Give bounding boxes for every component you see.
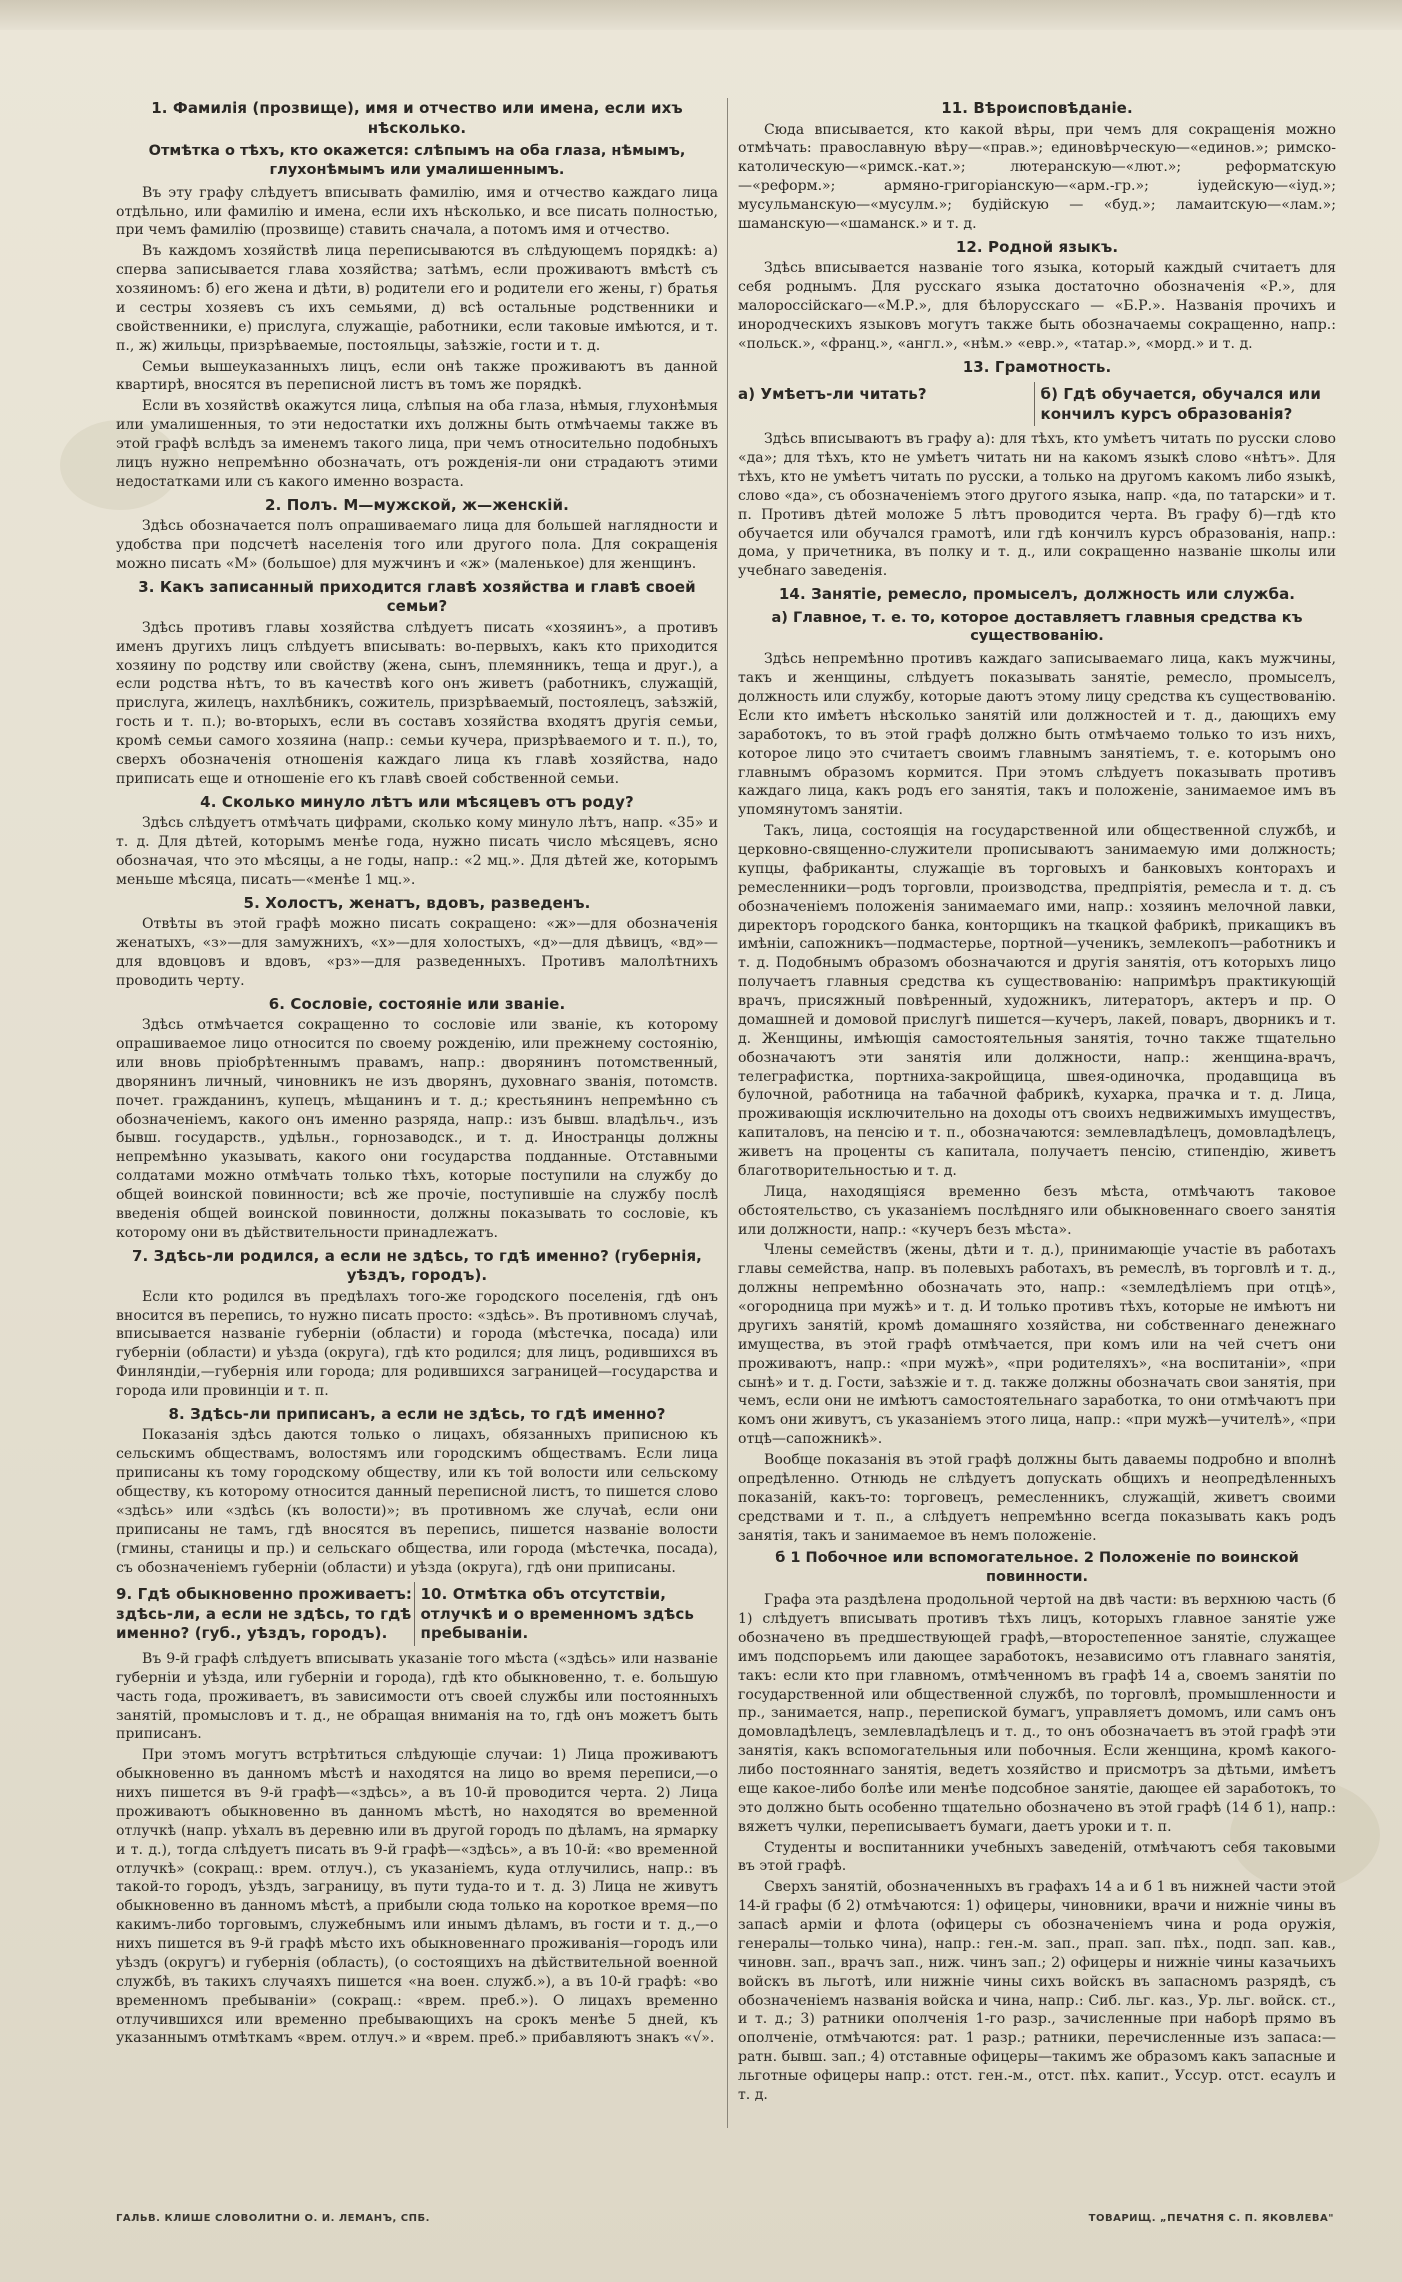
section-heading: 5. Холостъ, женатъ, вдовъ, разведенъ.	[243, 893, 591, 912]
section	[116, 793, 718, 890]
section-heading: 12. Родной языкъ.	[955, 237, 1119, 256]
section-heading: 8. Здѣсь-ли приписанъ, а если не здѣсь, то гдѣ именно?	[168, 1404, 666, 1423]
section-heading: 1. Фамилія (прозвище), имя и отчество или имена, если ихъ нѣсколько.	[151, 99, 683, 137]
section-heading: а) Умѣетъ-ли читать?	[738, 385, 927, 404]
section-heading: б) Гдѣ обучается, обучался или кончилъ курсъ образованія?	[1040, 385, 1321, 423]
paragraph: Члены семействъ (жены, дѣти и т. д.), принимающіе участіе въ работахъ главы семейства, напр. въ полевыхъ работахъ, въ ремеслѣ, въ торговлѣ и т. д., должны непремѣнно обозначать это, напр.: «земледѣліемъ при отцѣ», «огородница при мужѣ» и т. д. И только противъ тѣхъ, которые не имѣютъ ни другихъ занятій, кромѣ домашняго хозяйства, ни собственнаго денежнаго имущества, въ этой графѣ отмѣчается, при комъ или на чей счетъ они проживаютъ, напр.: «при мужѣ», «при родителяхъ», «на воспитаніи», «при сынѣ» и т. д. Гости, заѣзжіе и т. д. также должны обозначать свои занятія, при чемъ, если они не имѣютъ самостоятельнаго заработка, то они отмѣчаютъ при комъ они живутъ, съ указаніемъ этого лица, напр.: «при мужѣ—учителѣ», «при отцѣ—сапожникѣ».	[738, 1242, 1336, 1448]
section-heading: 13. Грамотность.	[962, 357, 1112, 376]
section-heading: 7. Здѣсь-ли родился, а если не здѣсь, то гдѣ именно? (губернія, уѣздъ, городъ).	[132, 1246, 702, 1285]
paragraph: Сверхъ занятій, обозначенныхъ въ графахъ 14 а и б 1 въ нижней части этой 14-й графы (б 2) отмѣчаются: 1) офицеры, чиновники, врачи и нижніе чины въ запасѣ арміи и флота (офицеры съ обозначеніемъ чина и рода оружія, генералы—только чина), напр.: ген.-м. зап., прап. зап. пѣх., подп. зап. кав., чиновн. зап., врачъ зап., ниж. чинъ зап.; 2) офицеры и нижніе чины казачьихъ войскъ въ льготѣ, или нижніе чины сихъ войскъ въ запасномъ разрядѣ, съ обозначеніемъ названія войска и чина, напр.: Сиб. льг. каз., Ур. льг. войск. ст., и т. д.; 3) ратники ополченія 1-го разр., зачисленные при наборѣ прямо въ ополченіе, отмѣчаются: рат. 1 разр.; ратники, перечисленные изъ запаса:—ратн. бывш. зап.; 4) отставные офицеры—такимъ же образомъ какъ запасные и льготные офицеры напр.: отст. ген.-м., отст. пѣх. капит., Уссур. отст. есаулъ и т. д.	[738, 1879, 1336, 2103]
section	[116, 578, 718, 789]
split-cell	[1034, 382, 1337, 426]
section-subheading: Отмѣтка о тѣхъ, кто окажется: слѣпымъ на оба глаза, нѣмымъ, глухонѣмымъ или умалишеннымъ.	[148, 143, 686, 178]
section-subheading: б 1 Побочное или вспомогательное. 2 Положеніе по воинской повинности.	[775, 1550, 1299, 1586]
section-subheading: а) Главное, т. е. то, которое доставляетъ главныя средства къ существованію.	[771, 609, 1303, 645]
split-cell	[738, 382, 1034, 426]
paragraph: Въ 9-й графѣ слѣдуетъ вписывать указаніе того мѣста («здѣсь» или названіе губерніи и уѣзда, или губерніи и города), гдѣ кто обыкновенно, т. е. большую часть года, проживаетъ, въ зависимости отъ своей службы или постоянныхъ занятій, промысловъ и т. д., не обращая вниманія на то, гдѣ онъ можетъ быть приписанъ.	[116, 1650, 718, 1743]
section-heading: 10. Отмѣтка объ отсутствіи, отлучкѣ и о временномъ здѣсь пребываніи.	[420, 1585, 694, 1643]
section-heading: 4. Сколько минуло лѣтъ или мѣсяцевъ отъ роду?	[200, 792, 634, 811]
paragraph: Здѣсь противъ главы хозяйства слѣдуетъ писать «хозяинъ», а противъ именъ другихъ лицъ слѣдуетъ вписывать: во-первыхъ, какъ кто приходится хозяину по родству или свойству (жена, сынъ, племянникъ, теща и друг.), а если родства нѣтъ, то въ качествѣ кого онъ живетъ (работникъ, служащій, прислуга, жилецъ, нахлѣбникъ, сожитель, призрѣваемый, постоялецъ, заѣзжій, гость и т. п.); во-вторыхъ, если въ составъ хозяйства входятъ другія семьи, кромѣ семьи самого хозяина (напр.: семьи кучера, призрѣваемого и т. п.), то, сверхъ обозначенія отношенія каждаго лица къ главѣ хозяйства, надо приписать еще и отношеніе его къ главѣ своей собственной семьи.	[116, 619, 718, 787]
section	[738, 1549, 1336, 2104]
paragraph: Лица, находящіяся временно безъ мѣста, отмѣчаютъ таковое обстоятельство, съ указаніемъ послѣдняго или обыкновеннаго своего занятія или должности, напр.: «кучеръ безъ мѣста».	[738, 1183, 1336, 1238]
section-heading: 2. Полъ. М—мужской, ж—женскій.	[265, 495, 569, 514]
paragraph: Сюда вписывается, кто какой вѣры, при чемъ для сокращенія можно отмѣчать: православную вѣру—«прав.»; единовѣрческую—«единов.»; римско-католическую—«римск.-кат.»; лютеранскую—«лют.»; реформатскую—«реформ.»; армяно-григоріанскую—«арм.-гр.»; іудейскую—«іуд.»; мусульманскую—«мусулм.»; будійскую — «буд.»; ламаитскую—«лам.»; шаманскую—«шаманск.» и т. д.	[738, 121, 1336, 232]
section-heading: 9. Гдѣ обыкновенно проживаетъ: здѣсь-ли, а если не здѣсь, то гдѣ именно? (губ., уѣздъ, городъ).	[116, 1585, 412, 1643]
split-cell	[414, 1582, 719, 1646]
paragraph: Графа эта раздѣлена продольной чертой на двѣ части: въ верхнюю часть (б 1) слѣдуетъ вписывать противъ тѣхъ лицъ, которыхъ главное занятіе уже обозначено въ предшествующей графѣ,—второстепенное занятіе, служащее имъ подспорьемъ или дающее заработокъ, независимо отъ главнаго занятія, такъ: если кто при главномъ, отмѣченномъ въ графѣ 14 а, своемъ занятіи по государственной или общественной службѣ, по торговлѣ, промышленности и пр., занимается, напр., перепиской бумагъ, управляетъ домомъ, или самъ онъ домовладѣлецъ, землевладѣлецъ и т. д., то онъ обозначаетъ въ этой графѣ эти занятія, какъ вспомогательныя или побочныя. Если женщина, кромѣ какого-либо постояннаго занятія, ведетъ хозяйство и присмотръ за дѣтьми, имѣетъ еще какое-либо болѣе или менѣе подсобное занятіе, дающее ей заработокъ, то это должно быть особенно тщательно обозначено въ этой графѣ (14 б 1), напр.: вяжетъ чулки, переписываетъ бумаги, даетъ уроки и т. п.	[738, 1592, 1336, 1835]
paragraph: Такъ, лица, состоящія на государственной или общественной службѣ, и церковно-священно-служители прописываютъ занимаемую ими должность; купцы, фабриканты, служащіе въ торговыхъ и банковыхъ конторахъ и ремесленники—родъ торговли, производства, предпріятія, ремесла и т. д. съ обозначеніемъ положенія занимаемаго ими, напр.: хозяинъ мелочной лавки, директоръ городского банка, конторщикъ на ткацкой фабрикѣ, прикащикъ въ имѣніи, сапожникъ—подмастерье, портной—ученикъ, землекопъ—работникъ и т. д. Подобнымъ образомъ обозначаются и другія занятія, отъ которыхъ лицо получаетъ главныя средства къ существованію: напримѣръ практикующій врачъ, присяжный повѣренный, художникъ, литераторъ, актеръ и пр. О домашней и домовой прислугѣ пишется—кучеръ, лакей, поваръ, дворникъ и т. д. Женщины, имѣющія самостоятельныя занятія, точно также тщательно обозначаютъ эти занятія или должности, напр.: женщина-врачъ, телеграфистка, портниха-закройщица, швея-одиночка, продавщица въ булочной, работница на табачной фабрикѣ, кухарка, прачка и т. д. Лица, проживающія исключительно на доходы отъ своихъ недвижимыхъ имуществъ, капиталовъ, на пенсію и т. п., обозначаются: землевладѣлецъ, домовладѣлецъ, живетъ на проценты съ капитала, получаетъ пенсію, стипендію, живетъ благотворительностью и т. д.	[738, 823, 1336, 1179]
section-heading: 3. Какъ записанный приходится главѣ хозяйства и главѣ своей семьи?	[138, 577, 696, 616]
split-heading	[116, 1581, 718, 1646]
paragraph: Студенты и воспитанники учебныхъ заведеній, отмѣчаютъ себя таковыми въ этой графѣ.	[738, 1839, 1336, 1875]
paragraph: Показанія здѣсь даются только о лицахъ, обязанныхъ приписною къ сельскимъ обществамъ, волостямъ или городскимъ обществамъ. Если лица приписаны къ тому городскому обществу, или къ той волости или сельскому обществу, къ которому относится данный переписной листъ, то пишется слово «здѣсь» или «здѣсь (къ волости)»; въ противномъ же случаѣ, если они приписаны не тамъ, гдѣ вносятся въ перепись, пишется названіе волости (гмины, станицы и пр.) и сельскаго общества, или города (мѣстечка, посада), съ обозначеніемъ губерніи (области) и уѣзда (округа), гдѣ они приписаны.	[116, 1427, 718, 1576]
paragraph: Здѣсь вписываютъ въ графу а): для тѣхъ, кто умѣетъ читать по русски слово «да»; для тѣхъ, кто не умѣетъ читать ни на какомъ языкѣ слово «нѣтъ». Для тѣхъ, кто не умѣетъ читать по русски, а только на другомъ какомъ либо языкѣ, слово «да», съ обозначеніемъ этого другого языка, напр. «да, по татарски» и т. п. Противъ дѣтей моложе 5 лѣтъ проводится черта. Въ графу б)—гдѣ кто обучается или обучался грамотѣ, или гдѣ кончилъ курсъ образованія, напр.: дома, у причетника, въ полку и т. д., или сокращенно названіе школы или учебнаго заведенія.	[738, 431, 1336, 580]
section	[116, 496, 718, 574]
paragraph: Здѣсь слѣдуетъ отмѣчать цифрами, сколько кому минуло лѣтъ, напр. «35» и т. д. Для дѣтей, которымъ менѣе года, нужно писать число мѣсяцевъ, ясно обозначая, что это мѣсяцы, а не годы, напр.: «2 мц.». Для дѣтей же, которымъ меньше мѣсяца, писать—«менѣе 1 мц.».	[116, 815, 718, 888]
section	[116, 99, 718, 492]
paragraph: Здѣсь отмѣчается сокращенно то сословіе или званіе, къ которому опрашиваемое лицо относится по своему рожденію, или прежнему состоянію, или вновь пріобрѣтеннымъ правамъ, напр.: дворянинъ потомственный, дворянинъ личный, чиновникъ не изъ дворянъ, духовнаго званія, потомств. почет. гражданинъ, купецъ, мѣщанинъ и т. д.; крестьянинъ непремѣнно съ обозначеніемъ, какого онъ именно разряда, напр.: изъ бывш. владѣльч., изъ бывш. государств., удѣльн., горнозаводск., и т. д. Иностранцы должны непремѣнно указывать, какого они государства подданные. Отставными солдатами можно отмѣчать только тѣхъ, которые поступили на службу до общей воинской повинности; всѣ же прочіе, поступившіе на службу послѣ введенія общей воинской повинности, должны показывать то сословіе, къ которому они въ дѣйствительности принадлежатъ.	[116, 1017, 718, 1241]
split-heading	[738, 381, 1336, 426]
section	[738, 99, 1336, 234]
section	[738, 238, 1336, 354]
paragraph: Здѣсь обозначается полъ опрашиваемаго лица для большей наглядности и удобства при подсчетѣ населенія того или другого пола. Для сокращенія можно писать «М» (большое) для мужчинъ и «ж» (маленькое) для женщинъ.	[116, 518, 718, 572]
paragraph: Если кто родился въ предѣлахъ того-же городского поселенія, гдѣ онъ вносится въ перепись, то нужно писать просто: «здѣсь». Въ противномъ случаѣ, вписывается названіе губерніи (области) и города (мѣстечка, посада) или губерніи (области) и уѣзда (округа), гдѣ кто родился; для лицъ, родившихся въ Финляндіи,—губернія или города; для родившихся заграницей—государства и города или провинціи и т. п.	[116, 1288, 718, 1400]
section	[116, 1405, 718, 1578]
section-heading: 14. Занятіе, ремесло, промыселъ, должность или служба.	[778, 585, 1296, 604]
section	[738, 358, 1336, 582]
right-column	[738, 96, 1336, 2136]
left-column	[116, 96, 718, 2136]
paragraph: Здѣсь непремѣнно противъ каждаго записываемаго лица, какъ мужчины, такъ и женщины, слѣдуетъ показывать занятіе, ремесло, промыселъ, должность или службу, которые даютъ этому лицу средства къ существованію. Если кто имѣетъ нѣсколько занятій или должностей и т. д., дающихъ ему заработокъ, то въ этой графѣ должно быть отмѣчаемо только то изъ нихъ, которое лицо это считаетъ своимъ главнымъ занятіемъ, т. е. которымъ оно главнымъ образомъ кормится. При этомъ слѣдуетъ показывать противъ каждаго лица, какъ родъ его занятія, такъ и положеніе, занимаемое имъ въ упомянутомъ занятіи.	[738, 651, 1336, 819]
printer-footer-left: ГАЛЬВ. КЛИШЕ СЛОВОЛИТНИ О. И. ЛЕМАНЪ, СПБ.	[116, 2213, 430, 2224]
column-divider	[727, 98, 728, 2128]
paragraph: Отвѣты въ этой графѣ можно писать сокращено: «ж»—для обозначенія женатыхъ, «з»—для замужнихъ, «х»—для холостыхъ, «д»—для дѣвицъ, «вд»—для вдовцовъ и вдовъ, «рз»—для разведенныхъ. Противъ малолѣтнихъ проводить черту.	[116, 916, 718, 989]
paragraph: Въ эту графу слѣдуетъ вписывать фамилію, имя и отчество каждаго лица отдѣльно, или фамилію и имена, если ихъ нѣсколько, и все писать полностью, при чемъ фамилію (прозвище) ставить сначала, а потомъ имя и отчество.	[116, 184, 718, 239]
paragraph: Если въ хозяйствѣ окажутся лица, слѣпыя на оба глаза, нѣмыя, глухонѣмыя или умалишенныя, то эти недостатки ихъ должны быть отмѣчаемы также въ этой графѣ вслѣдъ за именемъ такого лица, при чемъ относительно подобныхъ лицъ нужно непремѣнно обозначать, отъ рожденія-ли они страдаютъ этими недостатками или съ какого именно возраста.	[116, 398, 718, 490]
section	[116, 1650, 718, 2048]
paragraph: При этомъ могутъ встрѣтиться слѣдующіе случаи: 1) Лица проживаютъ обыкновенно въ данномъ мѣстѣ и находятся на лицо во время переписи,—о нихъ пишется въ 9-й графѣ—«здѣсь», а въ 10-й проводится черта. 2) Лица проживаютъ обыкновенно въ данномъ мѣстѣ, но находятся во временной отлучкѣ (напр. уѣхалъ въ деревню или въ другой городъ по дѣламъ, на ярмарку и т. д.), тогда слѣдуетъ писать въ 9-й графѣ—«здѣсь», а въ 10-й: «во временной отлучкѣ» (сокращ.: врем. отлуч.), съ указаніемъ, куда отлучились, напр.: въ такой-то городъ, уѣздъ, заграницу, въ пути туда-то и т. д. 3) Лица не живутъ обыкновенно въ данномъ мѣстѣ, а прибыли сюда только на короткое время—по какимъ-либо торговымъ, служебнымъ или инымъ дѣламъ, въ гости и т. д.,—о нихъ пишется въ 9-й графѣ мѣсто ихъ обыкновеннаго проживанія—городъ или уѣздъ (округъ) и губернія (область), (о состоящихъ на дѣйствительной военной службѣ, въ такихъ случаяхъ пишется «на воен. служб.»), а въ 10-й графѣ: «во временномъ пребываніи» (сокращ.: «врем. преб.»). О лицахъ временно отлучившихся или временно пребывающихъ на срокъ менѣе 5 дней, къ указаннымъ отмѣткамъ «врем. отлуч.» и «врем. преб.» прибавляютъ знакъ «√».	[116, 1747, 718, 2047]
paragraph: Вообще показанія въ этой графѣ должны быть даваемы подробно и вполнѣ опредѣленно. Отнюдь не слѣдуетъ допускать общихъ и неопредѣленныхъ показаній, какъ-то: торговецъ, ремесленникъ, служащій, живетъ своими средствами и т. п., а слѣдуетъ непремѣнно всегда показывать какъ родъ занятія, такъ и занимаемое въ немъ положеніе.	[738, 1452, 1336, 1544]
section	[116, 1581, 718, 1646]
paragraph: Въ каждомъ хозяйствѣ лица переписываются въ слѣдующемъ порядкѣ: а) сперва записывается глава хозяйства; затѣмъ, если проживаютъ вмѣстѣ съ хозяиномъ: б) его жена и дѣти, в) родители его и родители его жены, г) братья и сестры хозяевъ съ ихъ семьями, д) всѣ остальные родственники и свойственники, е) прислуга, служащіе, работники, если таковые имѣются, и т. п., ж) жильцы, призрѣваемые, постояльцы, заѣзжіе, гости и т. д.	[116, 243, 718, 354]
printer-footer-right: ТОВАРИЩ. „ПЕЧАТНЯ С. П. ЯКОВЛЕВА"	[1088, 2213, 1334, 2224]
paper-edge	[0, 0, 1402, 30]
section	[738, 585, 1336, 1545]
section	[116, 894, 718, 991]
section	[116, 1247, 718, 1401]
section	[116, 995, 718, 1243]
paragraph: Семьи вышеуказанныхъ лицъ, если онѣ также проживаютъ въ данной квартирѣ, вносятся въ переписной листъ въ томъ же порядкѣ.	[116, 358, 718, 394]
split-cell	[116, 1582, 414, 1646]
section-heading: 6. Сословіе, состояніе или званіе.	[268, 994, 566, 1013]
section-heading: 11. Вѣроисповѣданіе.	[941, 99, 1133, 117]
paragraph: Здѣсь вписывается названіе того языка, который каждый считаетъ для себя роднымъ. Для русскаго языка достаточно обозначенія «Р.», для малороссійскаго—«М.Р.», для бѣлорусскаго — «Б.Р.». Названія прочихъ и инородческихъ языковъ могутъ также быть обозначаемы сокращенно, напр.: «польск.», «франц.», «англ.», «нѣм.» «евр.», «татар.», «морд.» и т. д.	[738, 260, 1336, 352]
